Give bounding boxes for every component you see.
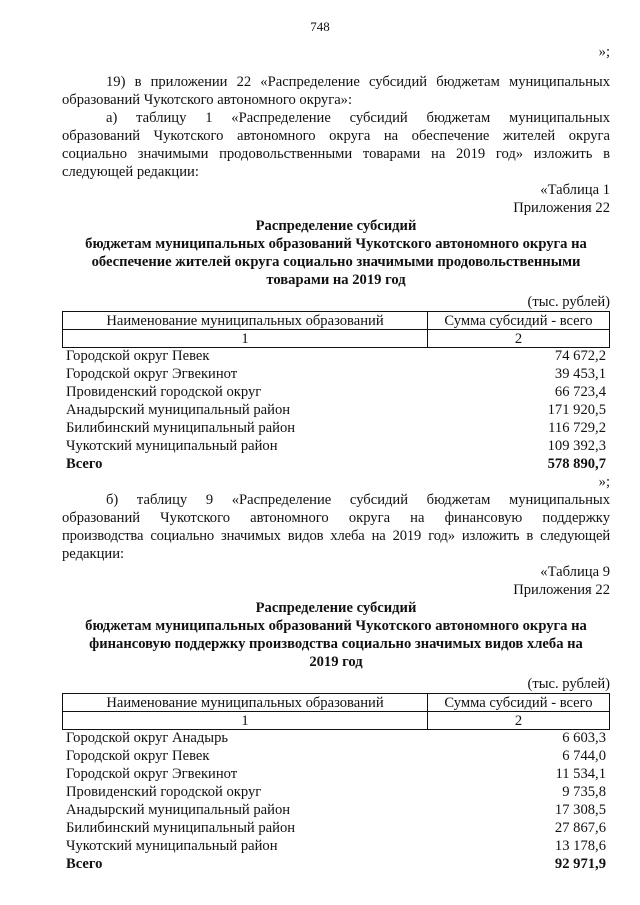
table9-row-name: Чукотский муниципальный район xyxy=(66,838,278,854)
table9-row-name: Провиденский городской округ xyxy=(66,784,262,800)
table9-row-value: 6 603,3 xyxy=(562,730,606,746)
table9-col2-header: Сумма субсидий - всего xyxy=(428,694,610,712)
table9-row-value: 27 867,6 xyxy=(554,820,606,836)
table9-title-line3: финансовую поддержку производства социально значимых видов хлеба на xyxy=(89,636,583,652)
table1-row-value: 74 672,2 xyxy=(554,348,606,364)
table9-title-line1: Распределение субсидий xyxy=(255,600,417,616)
table9-title-line2: бюджетам муниципальных образований Чукотского автономного округа на xyxy=(85,618,587,634)
table9-row-name: Городской округ Эгвекинот xyxy=(66,766,238,782)
page-number: 748 xyxy=(310,19,330,34)
item-a-line1: а) таблицу 1 «Распределение субсидий бюджетам муниципальных xyxy=(106,110,610,126)
table9-header xyxy=(62,693,610,730)
table9-row xyxy=(62,802,610,819)
table1-row xyxy=(62,384,610,401)
table9-unit: (тыс. рублей) xyxy=(527,676,610,692)
table9-total-row xyxy=(62,856,610,873)
table9-row-name: Городской округ Певек xyxy=(66,748,210,764)
item-b-line3: производства социально значимых видов хлеба на 2019 год» изложить в следующей xyxy=(62,528,610,544)
table9-col1-header: Наименование муниципальных образований xyxy=(63,694,428,712)
table1-col2-num: 2 xyxy=(428,330,610,348)
table1-closing: »; xyxy=(598,474,610,490)
closing-quote-top: »; xyxy=(598,44,610,60)
item-b-line2: образований Чукотского автономного округа на финансовую поддержку xyxy=(62,510,610,526)
table1-total-label: Всего xyxy=(66,456,103,472)
table9-row-value: 11 534,1 xyxy=(555,766,606,782)
table1-row xyxy=(62,420,610,437)
table1-header xyxy=(62,311,610,348)
table9-row-name: Анадырский муниципальный район xyxy=(66,802,291,818)
item19-line1: 19) в приложении 22 «Распределение субсидий бюджетам муниципальных xyxy=(106,74,610,90)
table9-row xyxy=(62,820,610,837)
table1-row-name: Анадырский муниципальный район xyxy=(66,402,291,418)
table9-row-value: 6 744,0 xyxy=(562,748,606,764)
table1-col1-header: Наименование муниципальных образований xyxy=(63,312,428,330)
table9-col1-num: 1 xyxy=(63,712,428,730)
table9-row xyxy=(62,784,610,801)
table1-title-line4: товарами на 2019 год xyxy=(266,272,406,288)
table1-title-line1: Распределение субсидий xyxy=(255,218,417,234)
table1-total-row xyxy=(62,456,610,473)
table1-title-line2: бюджетам муниципальных образований Чукотского автономного округа на xyxy=(85,236,587,252)
table1-row xyxy=(62,366,610,383)
item19-line2: образований Чукотского автономного округа»: xyxy=(62,92,353,108)
table1-label-line2: Приложения 22 xyxy=(513,200,610,216)
table1-row-value: 66 723,4 xyxy=(554,384,606,400)
table1-row-value: 171 920,5 xyxy=(547,402,606,418)
table1-row xyxy=(62,348,610,365)
table1-row-value: 116 729,2 xyxy=(548,420,606,436)
item-b-line1: б) таблицу 9 «Распределение субсидий бюджетам муниципальных xyxy=(106,492,610,508)
table9-row-value: 9 735,8 xyxy=(562,784,606,800)
table1-unit: (тыс. рублей) xyxy=(527,294,610,310)
table1-col1-num: 1 xyxy=(63,330,428,348)
table9-row xyxy=(62,838,610,855)
table9-total-value: 92 971,9 xyxy=(554,856,606,872)
table9-row xyxy=(62,730,610,747)
table9-label-line2: Приложения 22 xyxy=(513,582,610,598)
table1-row xyxy=(62,438,610,455)
table1-row-name: Чукотский муниципальный район xyxy=(66,438,278,454)
item-b-line4: редакции: xyxy=(62,546,125,562)
table1-total-value: 578 890,7 xyxy=(547,456,606,472)
item-a-line3: социально значимыми продовольственными товарами на 2019 год» изложить в xyxy=(62,146,610,162)
table9-title-line4: 2019 год xyxy=(309,654,363,670)
table9-total-label: Всего xyxy=(66,856,103,872)
table1-row-name: Городской округ Эгвекинот xyxy=(66,366,238,382)
item-a-line2: образований Чукотского автономного округа на обеспечение жителей округа xyxy=(62,128,610,144)
table9-row-name: Билибинский муниципальный район xyxy=(66,820,296,836)
table9-row-value: 17 308,5 xyxy=(554,802,606,818)
table1-row-name: Билибинский муниципальный район xyxy=(66,420,296,436)
table9-label-line1: «Таблица 9 xyxy=(540,564,610,580)
item-a-line4: следующей редакции: xyxy=(62,164,199,180)
table1-row xyxy=(62,402,610,419)
table1-title-line3: обеспечение жителей округа социально значимыми продовольственными xyxy=(91,254,581,270)
table9-row xyxy=(62,766,610,783)
table1-row-name: Провиденский городской округ xyxy=(66,384,262,400)
table1-row-value: 109 392,3 xyxy=(547,438,606,454)
table9-row-value: 13 178,6 xyxy=(554,838,606,854)
table1-col2-header: Сумма субсидий - всего xyxy=(428,312,610,330)
table9-row xyxy=(62,748,610,765)
table1-row-value: 39 453,1 xyxy=(554,366,606,382)
table1-label-line1: «Таблица 1 xyxy=(540,182,610,198)
table1-row-name: Городской округ Певек xyxy=(66,348,210,364)
table9-row-name: Городской округ Анадырь xyxy=(66,730,229,746)
table9-col2-num: 2 xyxy=(428,712,610,730)
